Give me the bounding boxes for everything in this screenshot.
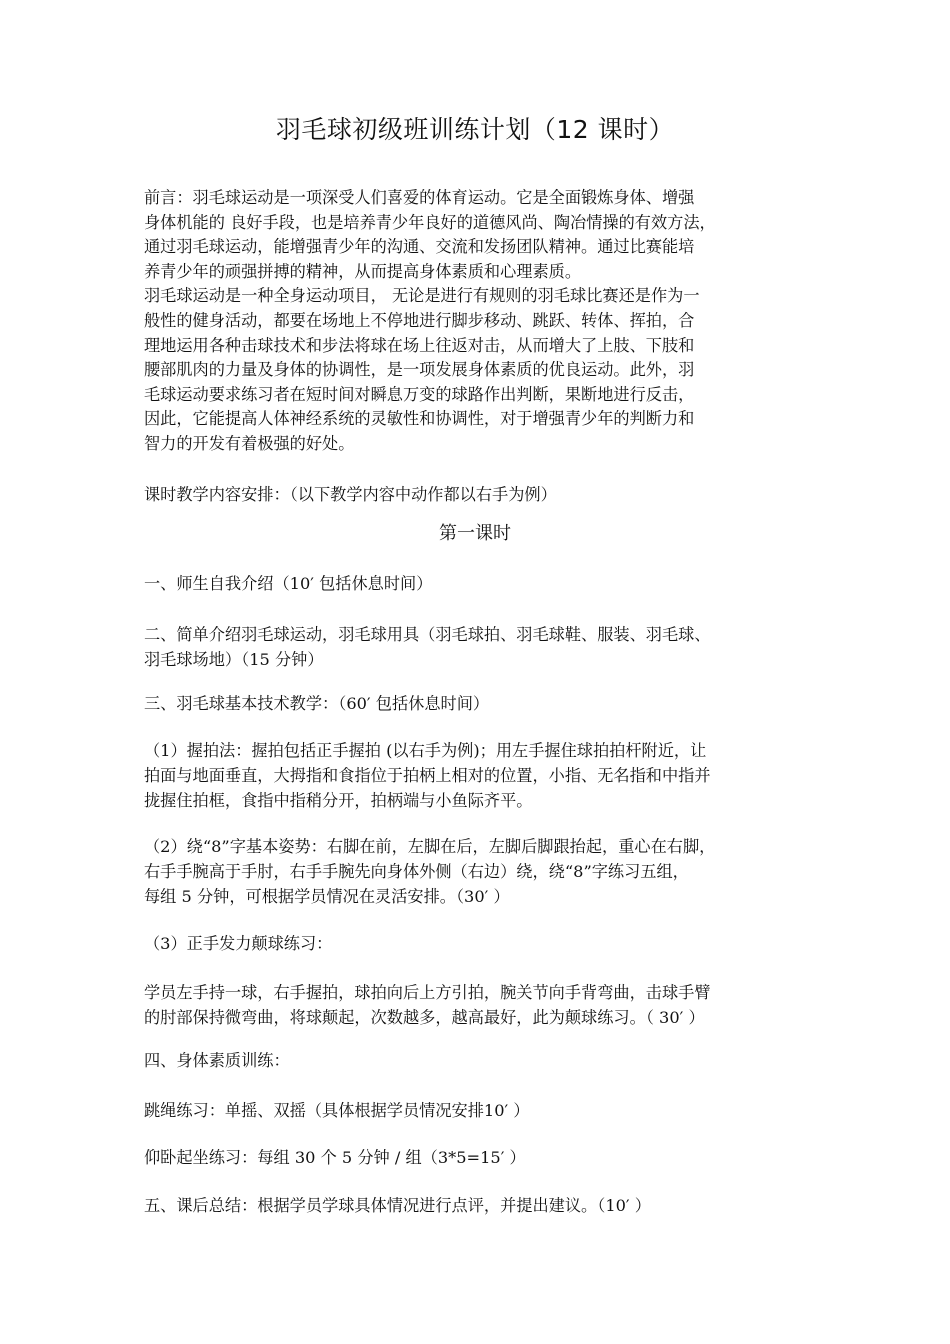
document-title: 羽毛球初级班训练计划（12 课时）: [275, 115, 675, 144]
item-self-intro: 一、师生自我介绍（10′ 包括休息时间）: [144, 574, 433, 593]
item-summary: 五、课后总结：根据学员学球具体情况进行点评，并提出建议。（10′ ）: [144, 1196, 651, 1215]
sub-line: （2）绕“8”字基本姿势：右脚在前，左脚在后，左脚后脚跟抬起，重心在右脚，: [144, 837, 716, 856]
intro-paragraph: [144, 186, 814, 457]
intro-line: 智力的开发有着极强的好处。: [144, 433, 355, 453]
sub-line: 拍面与地面垂直，大拇指和食指位于拍柄上相对的位置，小指、无名指和中指并: [144, 766, 711, 785]
intro-line: 前言：羽毛球运动是一项深受人们喜爱的体育运动。它是全面锻炼身体、增强: [144, 188, 695, 207]
intro-line: 腰部肌肉的力量及身体的协调性，是一项发展身体素质的优良运动。此外，羽: [144, 360, 695, 380]
intro-line: 毛球运动要求练习者在短时间对瞬息万变的球路作出判断，果断地进行反击，: [144, 384, 695, 404]
intro-line: 般性的健身活动，都要在场地上不停地进行脚步移动、跳跃、转体、挥拍，合: [144, 310, 695, 330]
fitness-rope: 跳绳练习：单摇、双摇（具体根据学员情况安排10′ ）: [144, 1101, 530, 1120]
sub-line: 右手手腕高于手肘，右手手腕先向身体外侧（右边）绕，绕“8”字练习五组，: [144, 862, 689, 881]
item-fitness: 四、身体素质训练：: [144, 1051, 290, 1070]
sub-bounce-detail: [144, 980, 834, 1030]
sub-figure-eight: [144, 834, 834, 909]
sub-line: 的肘部保持微弯曲，将球颠起，次数越多，越高最好，此为颠球练习。（ 30′ ）: [144, 1008, 705, 1027]
intro-line: 羽毛球运动是一种全身运动项目， 无论是进行有规则的羽毛球比赛还是作为一: [144, 286, 700, 306]
lesson-heading: 第一课时: [439, 523, 511, 544]
sub-bounce: （3）正手发力颠球练习：: [144, 934, 333, 953]
intro-line: 养青少年的顽强拼搏的精神，从而提高身体素质和心理素质。: [144, 261, 582, 281]
item-basic-technique: 三、羽毛球基本技术教学：（60′ 包括休息时间）: [144, 694, 490, 713]
sub-line: 拢握住拍框，食指中指稍分开，拍柄端与小鱼际齐平。: [144, 791, 533, 810]
intro-line: 理地运用各种击球技术和步法将球在场上往返对击，从而增大了上肢、下肢和: [144, 335, 695, 355]
sub-grip: [144, 738, 834, 813]
item-badminton-intro: [144, 622, 834, 672]
sub-line: （1）握拍法：握拍包括正手握拍 (以右手为例)；用左手握住球拍拍杆附近，让: [144, 741, 707, 760]
intro-line: 身体机能的 良好手段，也是培养青少年良好的道德风尚、陶冶情操的有效方法，: [144, 212, 716, 232]
fitness-situps: 仰卧起坐练习：每组 30 个 5 分钟 / 组（3*5=15′ ）: [144, 1148, 526, 1167]
sub-line: 每组 5 分钟，可根据学员情况在灵活安排。（30′ ）: [144, 887, 510, 906]
arrangement-note: 课时教学内容安排：（以下教学内容中动作都以右手为例）: [144, 485, 557, 504]
intro-line: 通过羽毛球运动，能增强青少年的沟通、交流和发扬团队精神。通过比赛能培: [144, 237, 695, 257]
item-line: 羽毛球场地）（15 分钟）: [144, 650, 324, 669]
sub-line: 学员左手持一球，右手握拍，球拍向后上方引拍，腕关节向手背弯曲，击球手臂: [144, 983, 711, 1002]
item-line: 二、简单介绍羽毛球运动，羽毛球用具（羽毛球拍、羽毛球鞋、服装、羽毛球、: [144, 625, 711, 644]
intro-line: 因此，它能提高人体神经系统的灵敏性和协调性，对于增强青少年的判断力和: [144, 409, 695, 429]
